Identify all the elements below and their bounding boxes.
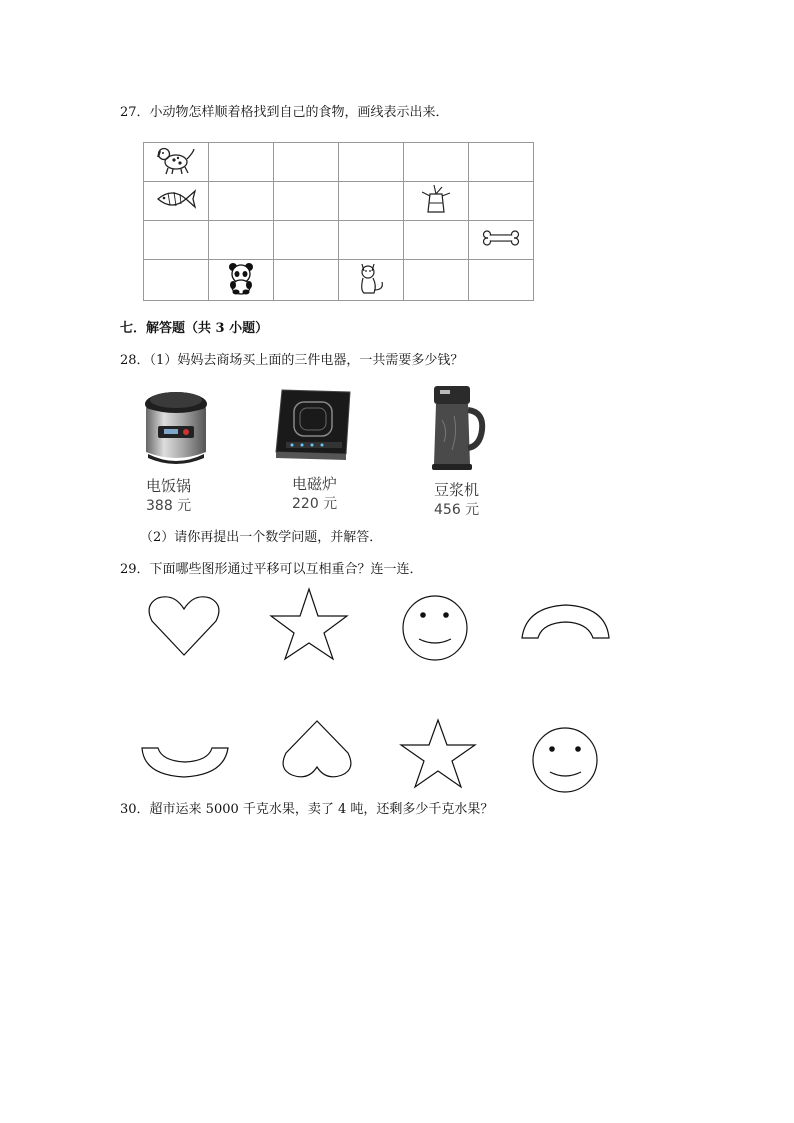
star-shape-top [271, 589, 347, 659]
arc-shape-top [522, 605, 609, 638]
grid-cell[interactable] [209, 221, 274, 260]
grid-cell[interactable] [209, 182, 274, 221]
rice-cooker-icon [140, 388, 212, 468]
product-name: 电磁炉 [292, 475, 338, 493]
shapes-panel [130, 585, 620, 795]
grid-cell[interactable] [404, 221, 469, 260]
path-grid [143, 142, 534, 301]
star-shape-bottom [401, 720, 475, 787]
dog-icon [154, 143, 198, 177]
grid-cell[interactable] [469, 221, 534, 260]
panda-icon [224, 261, 258, 295]
grid-cell[interactable] [404, 260, 469, 301]
grid-cell[interactable] [274, 182, 339, 221]
grid-cell[interactable] [404, 182, 469, 221]
grid-cell[interactable] [339, 260, 404, 301]
product-price: 456 元 [434, 502, 480, 518]
product-name: 电饭锅 [146, 477, 192, 495]
grid-cell[interactable] [209, 143, 274, 182]
product-induction-cooker [272, 386, 356, 468]
grid-cell[interactable] [144, 143, 209, 182]
grid-cell[interactable] [144, 221, 209, 260]
question-30-text: 30．超市运来 5000 千克水果，卖了 4 吨，还剩多少千克水果？ [120, 802, 494, 817]
fish-icon [154, 184, 198, 214]
section-title: 七．解答题（共 3 小题） [120, 321, 269, 336]
question-28-text: 28．（1）妈妈去商场买上面的三件电器，一共需要多少钱？ [120, 353, 464, 368]
bone-icon [481, 229, 521, 247]
product-soymilk-maker [424, 380, 488, 476]
grid-cell[interactable] [339, 182, 404, 221]
soymilk-maker-icon [424, 380, 488, 472]
bamboo-icon [418, 182, 454, 216]
cat-icon [354, 260, 388, 296]
product-name: 豆浆机 [434, 481, 480, 499]
grid-cell[interactable] [469, 182, 534, 221]
heart-shape-bottom [283, 721, 351, 777]
grid-cell[interactable] [144, 260, 209, 301]
heart-shape-top [149, 597, 219, 655]
product-rice-cooker [140, 388, 212, 472]
grid-cell[interactable] [469, 143, 534, 182]
grid-cell[interactable] [469, 260, 534, 301]
grid-cell[interactable] [339, 221, 404, 260]
grid-cell[interactable] [144, 182, 209, 221]
question-29-text: 29．下面哪些图形通过平移可以互相重合？连一连． [120, 562, 423, 577]
product-price: 220 元 [292, 496, 338, 512]
grid-cell[interactable] [339, 143, 404, 182]
grid-cell[interactable] [404, 143, 469, 182]
product-price: 388 元 [146, 498, 192, 514]
grid-cell[interactable] [209, 260, 274, 301]
smiley-face-shape-bottom [533, 728, 597, 792]
grid-cell[interactable] [274, 221, 339, 260]
question-28-sub2: （2）请你再提出一个数学问题，并解答． [140, 530, 383, 545]
grid-cell[interactable] [274, 260, 339, 301]
smiley-face-shape-top [403, 596, 467, 660]
question-27-text: 27．小动物怎样顺着格找到自己的食物，画线表示出来． [120, 105, 449, 120]
induction-cooker-icon [272, 386, 356, 464]
arc-shape-bottom [142, 748, 228, 777]
grid-cell[interactable] [274, 143, 339, 182]
